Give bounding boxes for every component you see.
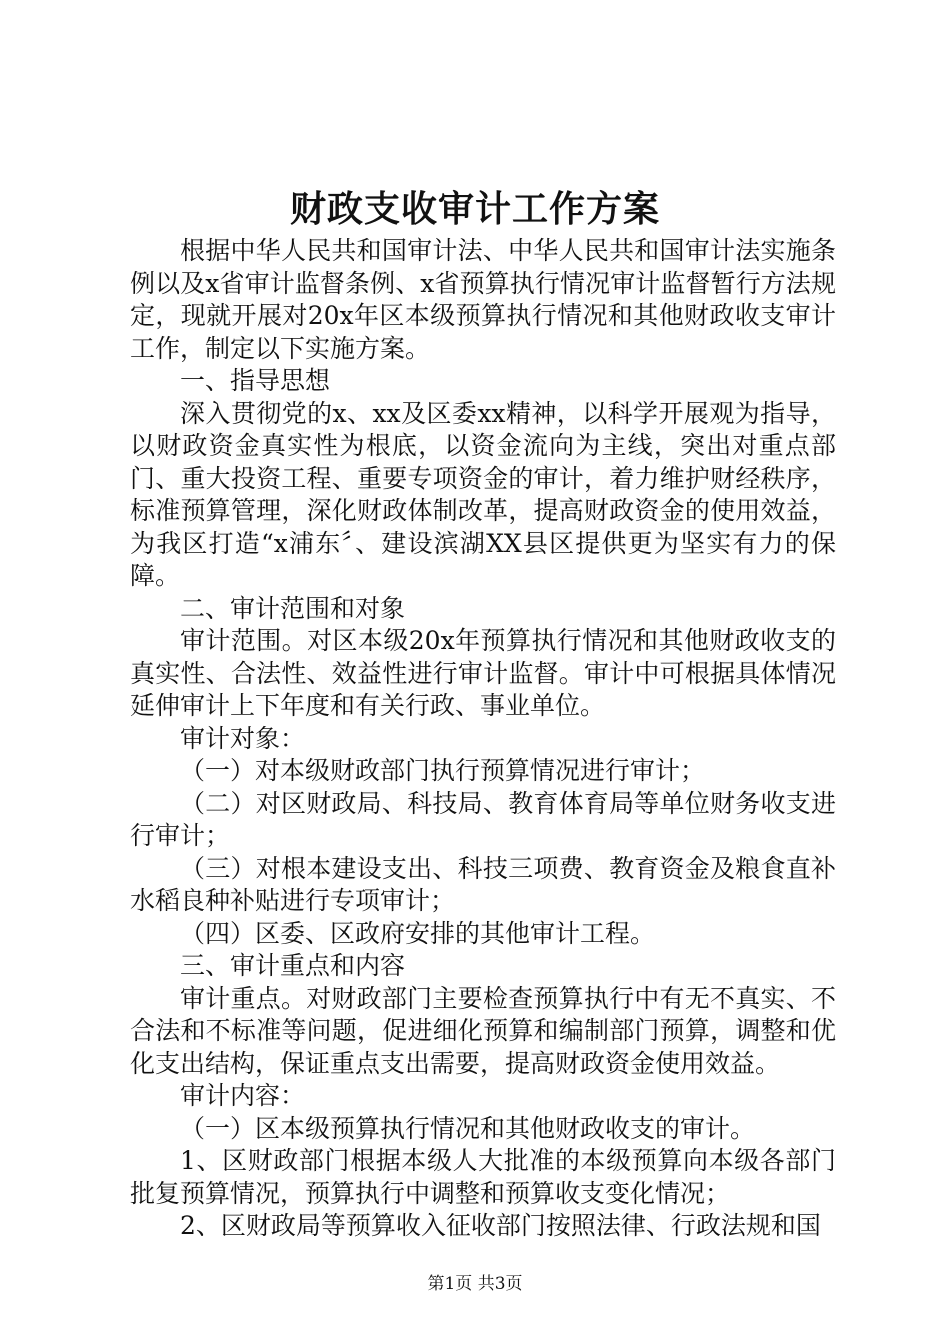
page-number-footer: 第1页 共3页 [427,1274,523,1294]
paragraph-intro: 根据中华人民共和国审计法、中华人民共和国审计法实施条例以及x省审计监督条例、x省预算执行情况审计监督暂行方法规定，现就开展对20x年区本级预算执行情况和其他财政收支审计工作，制定以下实施方案。 [130,236,836,363]
document-body [130,235,836,1243]
section-heading-scope-and-objects: 二、审计范围和对象 [180,593,406,623]
list-item-content-1-1: 1、区财政部门根据本级人大批准的本级预算向本级各部门批复预算情况，预算执行中调整和预算收支变化情况； [130,1146,836,1208]
list-item-object-3: （三）对根本建设支出、科技三项费、教育资金及粮食直补水稻良种补贴进行专项审计； [130,853,836,915]
list-item-content-1-2: 2、区财政局等预算收入征收部门按照法律、行政法规和国 [180,1211,821,1240]
paragraph-guiding-ideology: 深入贯彻党的x、xx及区委xx精神，以科学开展观为指导，以财政资金真实性为根底，以资金流向为主线，突出对重点部门、重大投资工程、重要专项资金的审计，着力维护财经秩序，标准预算管理，深化财政体制改革，提高财政资金的使用效益，为我区打造“x浦东〞、建设滨湖XX县区提供更为坚实有力的保障。 [130,398,836,590]
document-title: 财政支收审计工作方案 [289,188,660,230]
paragraph-audit-objects-label: 审计对象： [180,723,306,753]
paragraph-audit-content-label: 审计内容： [180,1081,306,1110]
list-item-object-4: （四）区委、区政府安排的其他审计工程。 [180,918,656,948]
section-heading-focus-and-content: 三、审计重点和内容 [180,951,406,980]
list-item-object-1: （一）对本级财政部门执行预算情况进行审计； [180,756,706,785]
list-item-object-2: （二）对区财政局、科技局、教育体育局等单位财务收支进行审计； [130,788,836,850]
paragraph-audit-scope: 审计范围。对区本级20x年预算执行情况和其他财政收支的真实性、合法性、效益性进行审计监督。审计中可根据具体情况延伸审计上下年度和有关行政、事业单位。 [130,626,836,720]
section-heading-guiding-ideology: 一、指导思想 [180,366,331,395]
list-item-content-1: （一）区本级预算执行情况和其他财政收支的审计。 [180,1113,756,1143]
paragraph-audit-focus: 审计重点。对财政部门主要检查预算执行中有无不真实、不合法和不标准等问题，促进细化预算和编制部门预算，调整和优化支出结构，保证重点支出需要，提高财政资金使用效益。 [130,983,836,1078]
